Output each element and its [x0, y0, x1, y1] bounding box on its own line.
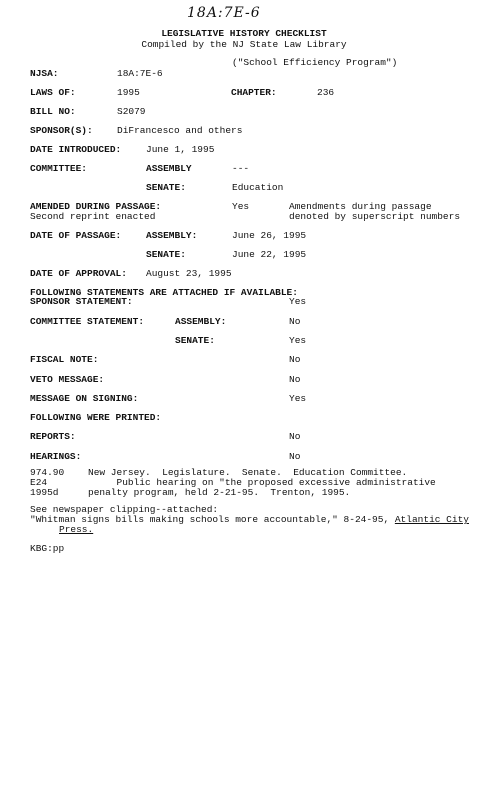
sponsor-value: DiFrancesco and others — [117, 125, 243, 136]
committee-statement-assembly-value: No — [289, 316, 301, 327]
committee-senate-value: Education — [232, 182, 284, 193]
passage-label: DATE OF PASSAGE: — [30, 230, 122, 241]
date-introduced-value: June 1, 1995 — [146, 144, 215, 155]
amended-value: Yes — [232, 201, 250, 212]
fiscal-note-label: FISCAL NOTE: — [30, 354, 99, 365]
handwritten-reference: 18A:7E-6 — [187, 5, 261, 21]
njsa-value: 18A:7E-6 — [117, 68, 163, 79]
bill-label: BILL NO: — [30, 106, 76, 117]
sponsor-statement-value: Yes — [289, 296, 307, 307]
clipping-intro: See newspaper clipping--attached: — [30, 504, 219, 515]
citation-line2: Public hearing on "the proposed excessive administrative — [88, 477, 436, 488]
chapter-value: 236 — [317, 87, 335, 98]
signing-message-label: MESSAGE ON SIGNING: — [30, 393, 139, 404]
clipping-source-part1: Atlantic City — [394, 514, 469, 525]
sponsor-statement-label: SPONSOR STATEMENT: — [30, 296, 133, 307]
printed-heading: FOLLOWING WERE PRINTED: — [30, 412, 162, 423]
laws-label: LAWS OF: — [30, 87, 76, 98]
committee-statement-senate-value: Yes — [289, 335, 307, 346]
statements-heading: FOLLOWING STATEMENTS ARE ATTACHED IF AVAILABLE: — [30, 287, 298, 298]
reports-label: REPORTS: — [30, 431, 76, 442]
laws-value: 1995 — [117, 87, 140, 98]
passage-senate-value: June 22, 1995 — [232, 249, 307, 260]
passage-senate-label: SENATE: — [146, 249, 186, 260]
committee-label: COMMITTEE: — [30, 163, 88, 174]
reports-value: No — [289, 431, 301, 442]
veto-message-value: No — [289, 374, 301, 385]
typist-initials: KBG:pp — [30, 543, 65, 554]
date-introduced-label: DATE INTRODUCED: — [30, 144, 122, 155]
signing-message-value: Yes — [289, 393, 307, 404]
sponsor-label: SPONSOR(S): — [30, 125, 93, 136]
clipping-line1 — [30, 514, 469, 525]
amended-label: AMENDED DURING PASSAGE: — [30, 201, 162, 212]
clipping-headline: "Whitman signs bills making schools more accountable," 8-24-95, — [30, 514, 395, 525]
chapter-label: CHAPTER: — [231, 87, 277, 98]
committee-statement-assembly-label: ASSEMBLY: — [175, 316, 227, 327]
call-number-line3: 1995d — [30, 487, 59, 498]
passage-assembly-value: June 26, 1995 — [232, 230, 307, 241]
call-number-line2: E24 — [30, 477, 48, 488]
short-title: ("School Efficiency Program") — [232, 57, 398, 68]
passage-assembly-label: ASSEMBLY: — [146, 230, 198, 241]
checklist-subtitle: Compiled by the NJ State Law Library — [141, 39, 347, 50]
hearings-label: HEARINGS: — [30, 451, 82, 462]
committee-statement-label: COMMITTEE STATEMENT: — [30, 316, 145, 327]
amended-note-line2: denoted by superscript numbers — [289, 211, 461, 222]
committee-assembly-value: --- — [232, 163, 250, 174]
fiscal-note-value: No — [289, 354, 301, 365]
approval-label: DATE OF APPROVAL: — [30, 268, 127, 279]
citation-line1: New Jersey. Legislature. Senate. Education Committee. — [88, 467, 408, 478]
approval-value: August 23, 1995 — [146, 268, 232, 279]
committee-senate-label: SENATE: — [146, 182, 186, 193]
committee-statement-senate-label: SENATE: — [175, 335, 215, 346]
njsa-label: NJSA: — [30, 68, 59, 79]
clipping-source-part2: Press. — [59, 524, 94, 535]
citation-line3: penalty program, held 2-21-95. Trenton, 1995. — [88, 487, 351, 498]
checklist-title: LEGISLATIVE HISTORY CHECKLIST — [161, 28, 327, 39]
amended-note-line1: Amendments during passage — [289, 201, 432, 212]
call-number-line1: 974.90 — [30, 467, 65, 478]
hearings-value: No — [289, 451, 301, 462]
reprint-note: Second reprint enacted — [30, 211, 156, 222]
committee-assembly-label: ASSEMBLY — [146, 163, 192, 174]
bill-value: S2079 — [117, 106, 146, 117]
veto-message-label: VETO MESSAGE: — [30, 374, 105, 385]
